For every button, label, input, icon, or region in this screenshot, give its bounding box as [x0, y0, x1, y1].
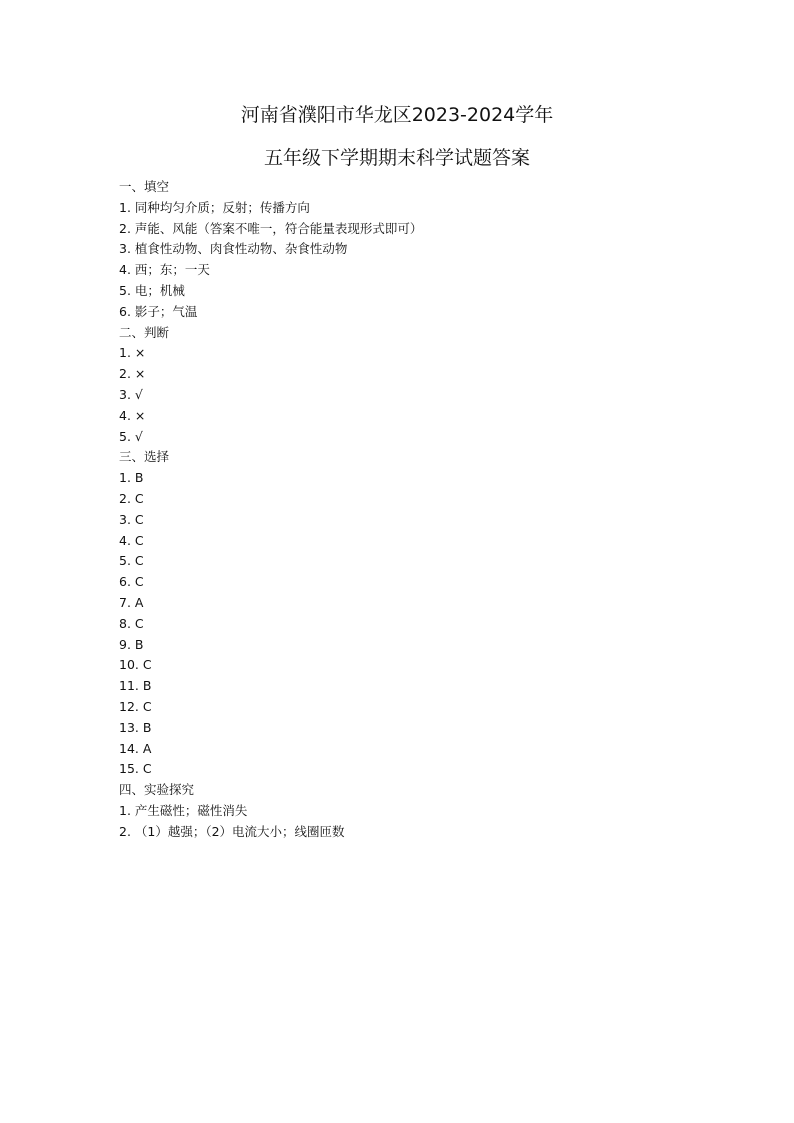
answer-line: 13. B — [119, 719, 152, 735]
answer-line: 15. C — [119, 761, 152, 777]
answer-list — [119, 177, 719, 843]
answer-line: 1. B — [119, 470, 144, 486]
document-title-line-2: 五年级下学期期末科学试题答案 — [263, 147, 530, 169]
answer-line: 2. C — [119, 490, 144, 506]
answer-line: 4. × — [119, 407, 146, 423]
answer-line: 3. √ — [119, 386, 143, 402]
answer-line: 1. 产生磁性；磁性消失 — [119, 802, 248, 818]
answer-line: 5. C — [119, 553, 144, 569]
answer-line: 1. 同种均匀介质；反射；传播方向 — [119, 199, 310, 215]
answer-line: 8. C — [119, 615, 144, 631]
answer-line: 6. C — [119, 574, 144, 590]
section-heading-fill-in: 一、填空 — [119, 179, 170, 194]
answer-line: 6. 影子；气温 — [119, 303, 198, 319]
section-heading-experiment: 四、实验探究 — [119, 782, 195, 798]
answer-line: 2. （1）越强；（2）电流大小；线圈匝数 — [119, 823, 345, 839]
answer-line: 5. 电；机械 — [119, 282, 185, 298]
answer-line: 3. 植食性动物、肉食性动物、杂食性动物 — [119, 241, 348, 257]
section-heading-multiple-choice: 三、选择 — [119, 449, 170, 465]
answer-line: 10. C — [119, 657, 152, 673]
document-title-line-1: 河南省濮阳市华龙区2023-2024学年 — [240, 104, 554, 126]
answer-line: 7. A — [119, 594, 144, 610]
answer-line: 11. B — [119, 678, 152, 694]
answer-line: 5. √ — [119, 428, 143, 444]
answer-line: 12. C — [119, 698, 152, 714]
answer-line: 2. × — [119, 366, 146, 382]
answer-line: 1. × — [119, 345, 146, 361]
section-heading-true-false: 二、判断 — [119, 324, 170, 340]
answer-line: 9. B — [119, 636, 144, 652]
answer-line: 4. 西；东；一天 — [119, 262, 210, 278]
answer-line: 2. 声能、风能（答案不唯一，符合能量表现形式即可） — [119, 220, 423, 236]
answer-line: 14. A — [119, 740, 152, 756]
answer-line: 3. C — [119, 511, 144, 527]
answer-line: 4. C — [119, 532, 144, 548]
